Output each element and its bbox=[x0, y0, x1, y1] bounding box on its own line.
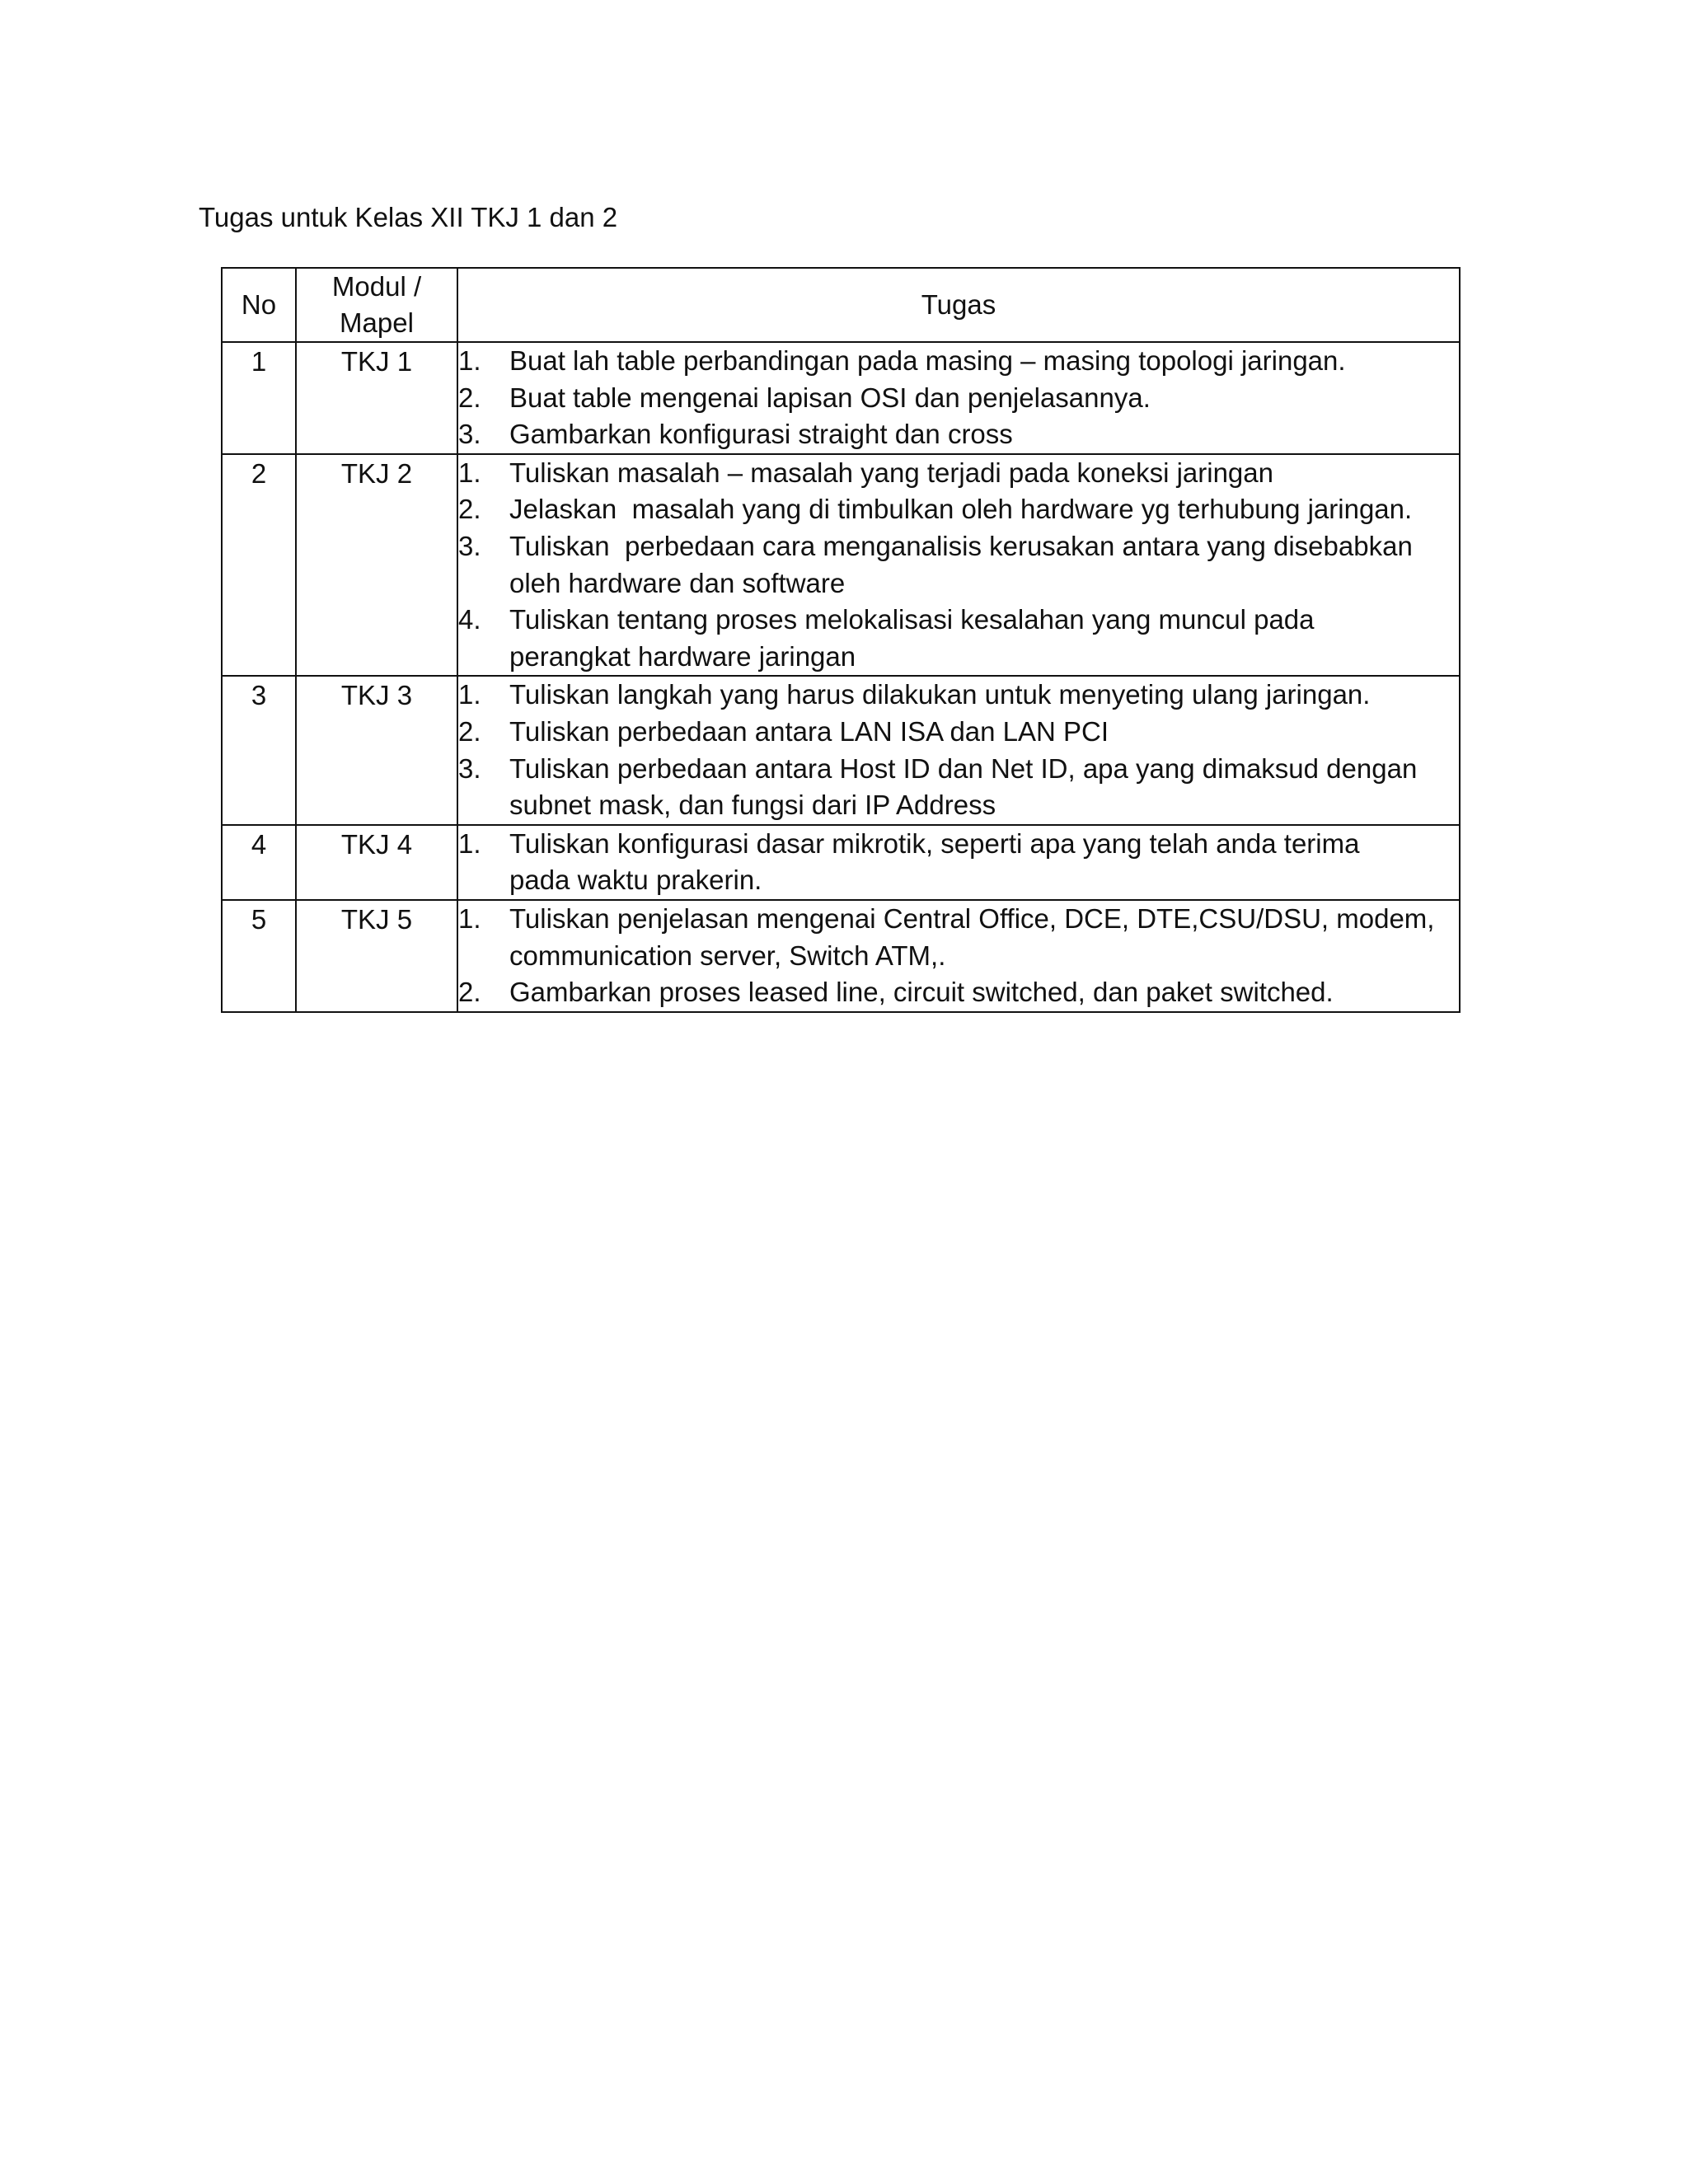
task-table bbox=[221, 267, 1461, 1013]
cell-tugas bbox=[457, 342, 1460, 454]
task-list bbox=[458, 455, 1459, 676]
task-text bbox=[509, 751, 1459, 824]
header-modul-line2: Mapel bbox=[340, 307, 414, 338]
cell-tugas bbox=[457, 825, 1460, 900]
cell-no: 1 bbox=[222, 342, 296, 454]
task-text-line: Tuliskan perbedaan antara Host ID dan Net ID, apa yang dimaksud dengan bbox=[509, 752, 1418, 784]
task-list bbox=[458, 826, 1459, 899]
task-text-line: Buat lah table perbandingan pada masing – masing topologi jaringan. bbox=[509, 345, 1346, 376]
task-item bbox=[458, 602, 1459, 675]
task-text bbox=[509, 343, 1459, 380]
task-item bbox=[458, 714, 1459, 751]
cell-tugas bbox=[457, 454, 1460, 677]
task-number: 3. bbox=[458, 752, 481, 784]
task-text bbox=[509, 416, 1459, 453]
task-text-line: subnet mask, dan fungsi dari IP Address bbox=[509, 790, 996, 821]
task-text bbox=[509, 901, 1459, 974]
cell-modul: TKJ 5 bbox=[296, 900, 457, 1012]
task-text bbox=[509, 528, 1459, 602]
header-modul bbox=[296, 268, 457, 342]
task-item bbox=[458, 751, 1459, 824]
task-list bbox=[458, 677, 1459, 823]
task-number: 1. bbox=[458, 679, 481, 710]
task-list bbox=[458, 901, 1459, 1011]
task-text-line: pada waktu prakerin. bbox=[509, 865, 762, 896]
cell-no: 2 bbox=[222, 454, 296, 677]
header-tugas: Tugas bbox=[457, 268, 1460, 342]
task-text-line: communication server, Switch ATM,. bbox=[509, 940, 946, 971]
task-text-line: Gambarkan konfigurasi straight dan cross bbox=[509, 419, 1013, 450]
task-text-line: Buat table mengenai lapisan OSI dan penjelasannya. bbox=[509, 382, 1151, 413]
task-text bbox=[509, 677, 1459, 714]
cell-tugas bbox=[457, 676, 1460, 824]
task-text bbox=[509, 714, 1459, 751]
task-number: 3. bbox=[458, 419, 481, 450]
table-body bbox=[222, 342, 1460, 1012]
table-row bbox=[222, 342, 1460, 454]
task-number: 4. bbox=[458, 604, 481, 635]
table-row bbox=[222, 676, 1460, 824]
task-number: 2. bbox=[458, 977, 481, 1008]
task-text-line: Gambarkan proses leased line, circuit switched, dan paket switched. bbox=[509, 977, 1334, 1008]
cell-modul: TKJ 2 bbox=[296, 454, 457, 677]
task-text-line: Tuliskan perbedaan cara menganalisis kerusakan antara yang disebabkan bbox=[509, 530, 1413, 561]
header-modul-line1: Modul / bbox=[331, 271, 422, 302]
document-title: Tugas untuk Kelas XII TKJ 1 dan 2 bbox=[199, 202, 618, 232]
task-number: 1. bbox=[458, 457, 481, 488]
task-item bbox=[458, 491, 1459, 528]
task-item bbox=[458, 974, 1459, 1011]
task-number: 1. bbox=[458, 902, 481, 934]
task-text-line: Tuliskan langkah yang harus dilakukan untuk menyeting ulang jaringan. bbox=[509, 679, 1371, 710]
cell-modul: TKJ 1 bbox=[296, 342, 457, 454]
task-text bbox=[509, 974, 1459, 1011]
task-item bbox=[458, 826, 1459, 899]
task-item bbox=[458, 343, 1459, 380]
task-number: 2. bbox=[458, 715, 481, 747]
task-list bbox=[458, 343, 1459, 453]
task-number: 1. bbox=[458, 345, 481, 376]
task-text bbox=[509, 826, 1459, 899]
task-item bbox=[458, 901, 1459, 974]
cell-modul: TKJ 3 bbox=[296, 676, 457, 824]
table-row bbox=[222, 825, 1460, 900]
task-text-line: Tuliskan tentang proses melokalisasi kesalahan yang muncul pada bbox=[509, 604, 1315, 635]
task-item bbox=[458, 380, 1459, 417]
task-item bbox=[458, 416, 1459, 453]
task-text-line: Tuliskan konfigurasi dasar mikrotik, seperti apa yang telah anda terima bbox=[509, 827, 1360, 859]
header-no: No bbox=[222, 268, 296, 342]
task-text-line: Tuliskan perbedaan antara LAN ISA dan LAN PCI bbox=[509, 715, 1109, 747]
table-row bbox=[222, 900, 1460, 1012]
header-row bbox=[222, 268, 1460, 342]
task-text-line: perangkat hardware jaringan bbox=[509, 640, 856, 672]
table-header bbox=[222, 268, 1460, 342]
task-number: 3. bbox=[458, 530, 481, 561]
cell-no: 3 bbox=[222, 676, 296, 824]
cell-no: 5 bbox=[222, 900, 296, 1012]
cell-no: 4 bbox=[222, 825, 296, 900]
task-number: 1. bbox=[458, 827, 481, 859]
task-number: 2. bbox=[458, 382, 481, 413]
task-item bbox=[458, 677, 1459, 714]
task-item bbox=[458, 455, 1459, 492]
task-number: 2. bbox=[458, 494, 481, 525]
task-text bbox=[509, 491, 1459, 528]
task-text bbox=[509, 602, 1459, 675]
cell-tugas bbox=[457, 900, 1460, 1012]
task-text-line: Jelaskan masalah yang di timbulkan oleh hardware yg terhubung jaringan. bbox=[509, 494, 1413, 525]
task-item bbox=[458, 528, 1459, 602]
task-text-line: Tuliskan masalah – masalah yang terjadi pada koneksi jaringan bbox=[509, 457, 1273, 488]
cell-modul: TKJ 4 bbox=[296, 825, 457, 900]
task-text bbox=[509, 455, 1459, 492]
task-text-line: Tuliskan penjelasan mengenai Central Office, DCE, DTE,CSU/DSU, modem, bbox=[509, 902, 1435, 934]
task-text-line: oleh hardware dan software bbox=[509, 567, 846, 598]
table-row bbox=[222, 454, 1460, 677]
task-text bbox=[509, 380, 1459, 417]
